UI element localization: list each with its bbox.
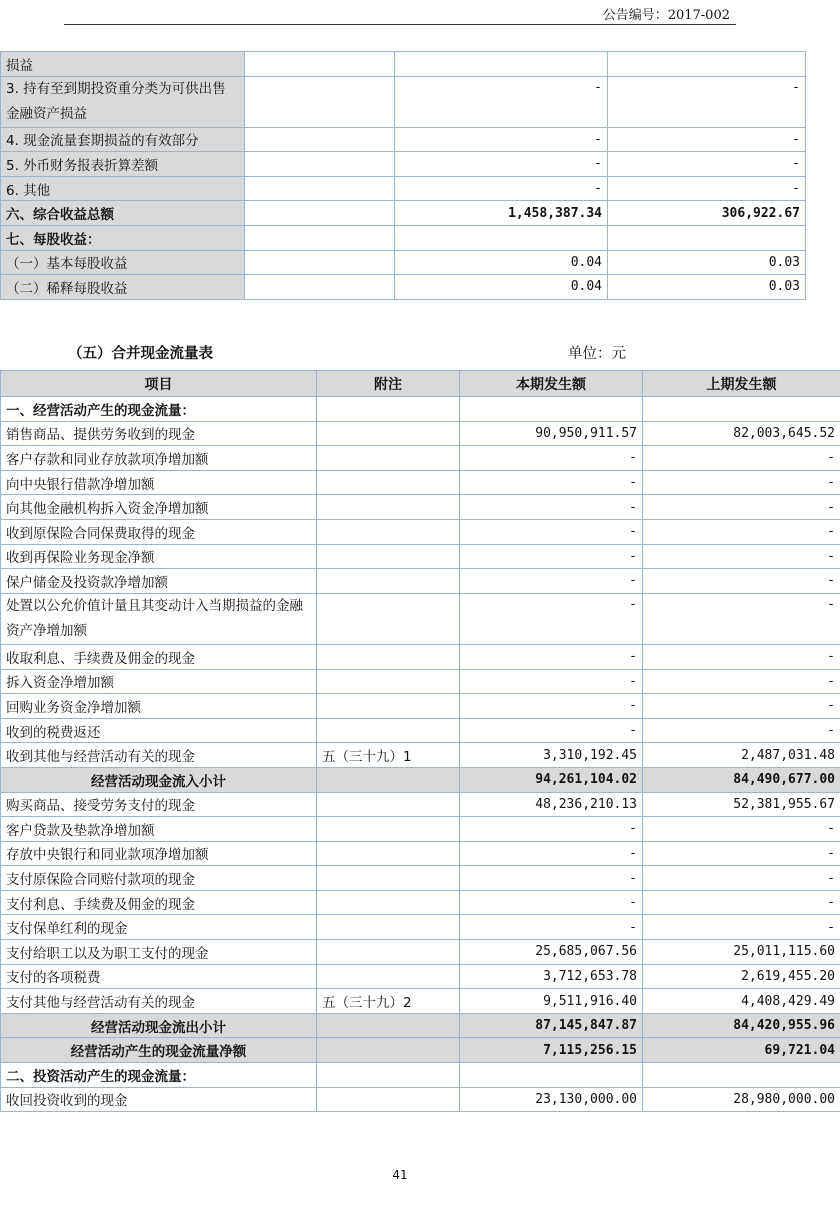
cell-current bbox=[460, 397, 643, 422]
cell-item: 收到其他与经营活动有关的现金 bbox=[1, 743, 317, 768]
income-statement-table-continued bbox=[0, 51, 806, 300]
cell-current: - bbox=[460, 890, 643, 915]
table-row bbox=[1, 250, 806, 275]
cell-current bbox=[395, 52, 608, 77]
table-row bbox=[1, 446, 840, 471]
cell-item: 支付保单红利的现金 bbox=[1, 915, 317, 940]
cell-note bbox=[245, 176, 395, 201]
cell-current: - bbox=[460, 841, 643, 866]
table-header-row bbox=[1, 371, 840, 397]
table-row bbox=[1, 1087, 840, 1112]
cell-previous: 306,922.67 bbox=[608, 201, 806, 226]
cell-previous: - bbox=[643, 817, 840, 842]
cell-item: 支付其他与经营活动有关的现金 bbox=[1, 989, 317, 1014]
cell-previous: 52,381,955.67 bbox=[643, 792, 840, 817]
table-row bbox=[1, 767, 840, 792]
table-row bbox=[1, 718, 840, 743]
cell-item: 销售商品、提供劳务收到的现金 bbox=[1, 421, 317, 446]
cell-note bbox=[317, 495, 460, 520]
cell-current: - bbox=[460, 644, 643, 669]
cell-note bbox=[317, 1038, 460, 1063]
cell-item: 保户储金及投资款净增加额 bbox=[1, 569, 317, 594]
table-row bbox=[1, 76, 806, 127]
cell-previous: 0.03 bbox=[608, 275, 806, 300]
cell-item: 经营活动产生的现金流量净额 bbox=[1, 1038, 317, 1063]
cell-note bbox=[317, 964, 460, 989]
cell-current: - bbox=[395, 127, 608, 152]
table-row bbox=[1, 841, 840, 866]
cell-note bbox=[317, 940, 460, 965]
table-row bbox=[1, 397, 840, 422]
cell-item: 收到的税费返还 bbox=[1, 718, 317, 743]
cell-item: 经营活动现金流入小计 bbox=[1, 767, 317, 792]
cell-note bbox=[317, 470, 460, 495]
cell-note bbox=[317, 1063, 460, 1088]
table-row bbox=[1, 152, 806, 177]
cell-current: 3,310,192.45 bbox=[460, 743, 643, 768]
cell-item: 七、每股收益： bbox=[1, 225, 245, 250]
cell-previous: - bbox=[643, 470, 840, 495]
table-row bbox=[1, 569, 840, 594]
cell-item: 六、综合收益总额 bbox=[1, 201, 245, 226]
cell-note bbox=[317, 792, 460, 817]
header-previous: 上期发生额 bbox=[643, 371, 840, 397]
cell-current: 0.04 bbox=[395, 250, 608, 275]
table-row bbox=[1, 176, 806, 201]
cell-previous: 0.03 bbox=[608, 250, 806, 275]
cell-note bbox=[245, 127, 395, 152]
header-note: 附注 bbox=[317, 371, 460, 397]
cell-note bbox=[317, 519, 460, 544]
cell-current: 25,685,067.56 bbox=[460, 940, 643, 965]
cell-current: - bbox=[460, 915, 643, 940]
table-row bbox=[1, 644, 840, 669]
cell-item: 拆入资金净增加额 bbox=[1, 669, 317, 694]
cell-item: 5. 外币财务报表折算差额 bbox=[1, 152, 245, 177]
table-row bbox=[1, 421, 840, 446]
cash-flow-statement-table bbox=[0, 370, 840, 1112]
cell-current: 7,115,256.15 bbox=[460, 1038, 643, 1063]
cell-item: 支付给职工以及为职工支付的现金 bbox=[1, 940, 317, 965]
cell-previous: - bbox=[643, 544, 840, 569]
cell-current: 48,236,210.13 bbox=[460, 792, 643, 817]
cell-previous: 84,490,677.00 bbox=[643, 767, 840, 792]
cell-item: 客户贷款及垫款净增加额 bbox=[1, 817, 317, 842]
cell-current: - bbox=[460, 495, 643, 520]
cell-item: 回购业务资金净增加额 bbox=[1, 694, 317, 719]
cell-previous bbox=[608, 225, 806, 250]
cell-current: - bbox=[395, 152, 608, 177]
page-number: 41 bbox=[392, 1168, 408, 1182]
cell-current: - bbox=[460, 593, 643, 644]
cell-item: （一）基本每股收益 bbox=[1, 250, 245, 275]
cell-previous: - bbox=[643, 866, 840, 891]
cell-item: 6. 其他 bbox=[1, 176, 245, 201]
cell-current: - bbox=[460, 446, 643, 471]
cell-note bbox=[317, 421, 460, 446]
cell-note bbox=[317, 397, 460, 422]
cell-note: 五（三十九）1 bbox=[317, 743, 460, 768]
cell-note bbox=[245, 225, 395, 250]
table-row bbox=[1, 201, 806, 226]
cell-item: 收回投资收到的现金 bbox=[1, 1087, 317, 1112]
cell-current bbox=[460, 1063, 643, 1088]
cell-previous: 84,420,955.96 bbox=[643, 1013, 840, 1038]
cell-current: 90,950,911.57 bbox=[460, 421, 643, 446]
cell-previous: - bbox=[643, 718, 840, 743]
cell-note bbox=[317, 890, 460, 915]
cell-previous: - bbox=[643, 644, 840, 669]
cell-current: 94,261,104.02 bbox=[460, 767, 643, 792]
cell-previous: - bbox=[643, 694, 840, 719]
table-row bbox=[1, 915, 840, 940]
cell-item: 一、经营活动产生的现金流量： bbox=[1, 397, 317, 422]
cell-note bbox=[317, 1013, 460, 1038]
cell-previous: 28,980,000.00 bbox=[643, 1087, 840, 1112]
cell-note bbox=[317, 718, 460, 743]
cell-note bbox=[245, 275, 395, 300]
cell-note bbox=[245, 201, 395, 226]
page-header bbox=[64, 0, 736, 25]
cell-previous: - bbox=[643, 495, 840, 520]
header-item: 项目 bbox=[1, 371, 317, 397]
cell-item: 收到再保险业务现金净额 bbox=[1, 544, 317, 569]
cell-previous: - bbox=[608, 76, 806, 127]
cell-current: 9,511,916.40 bbox=[460, 989, 643, 1014]
cell-previous bbox=[608, 52, 806, 77]
cell-previous: - bbox=[608, 152, 806, 177]
cell-note bbox=[245, 76, 395, 127]
cell-current: 3,712,653.78 bbox=[460, 964, 643, 989]
cell-note bbox=[317, 593, 460, 644]
table-row bbox=[1, 817, 840, 842]
cell-current: - bbox=[395, 176, 608, 201]
cell-previous: - bbox=[643, 569, 840, 594]
cell-item: 支付原保险合同赔付款项的现金 bbox=[1, 866, 317, 891]
cell-current bbox=[395, 225, 608, 250]
table-row bbox=[1, 470, 840, 495]
cell-item: 经营活动现金流出小计 bbox=[1, 1013, 317, 1038]
table-row bbox=[1, 52, 806, 77]
cell-note bbox=[317, 644, 460, 669]
cell-previous: - bbox=[643, 890, 840, 915]
cell-note bbox=[317, 669, 460, 694]
cell-current: - bbox=[460, 544, 643, 569]
cell-previous: - bbox=[608, 176, 806, 201]
table-row bbox=[1, 1013, 840, 1038]
cell-item: 收取利息、手续费及佣金的现金 bbox=[1, 644, 317, 669]
cell-note bbox=[317, 915, 460, 940]
cell-current: 23,130,000.00 bbox=[460, 1087, 643, 1112]
cell-note bbox=[245, 52, 395, 77]
table-row bbox=[1, 127, 806, 152]
cell-previous: - bbox=[643, 593, 840, 644]
table-row bbox=[1, 225, 806, 250]
cell-previous: 2,487,031.48 bbox=[643, 743, 840, 768]
cell-item: 向中央银行借款净增加额 bbox=[1, 470, 317, 495]
cell-previous: 69,721.04 bbox=[643, 1038, 840, 1063]
cell-note: 五（三十九）2 bbox=[317, 989, 460, 1014]
cell-item: 处置以公允价值计量且其变动计入当期损益的金融资产净增加额 bbox=[1, 593, 317, 644]
cell-current: 0.04 bbox=[395, 275, 608, 300]
cell-current: - bbox=[460, 866, 643, 891]
cell-note bbox=[317, 1087, 460, 1112]
cell-item: 4. 现金流量套期损益的有效部分 bbox=[1, 127, 245, 152]
cell-current: - bbox=[460, 669, 643, 694]
cell-current: 87,145,847.87 bbox=[460, 1013, 643, 1038]
cell-item: （二）稀释每股收益 bbox=[1, 275, 245, 300]
table-row bbox=[1, 593, 840, 644]
table-row bbox=[1, 495, 840, 520]
notice-number: 公告编号：2017-002 bbox=[602, 8, 730, 23]
cell-item: 3. 持有至到期投资重分类为可供出售金融资产损益 bbox=[1, 76, 245, 127]
cell-note bbox=[317, 569, 460, 594]
table-row bbox=[1, 989, 840, 1014]
cell-previous: 2,619,455.20 bbox=[643, 964, 840, 989]
section-title: （五）合并现金流量表 bbox=[68, 346, 213, 362]
cell-item: 支付利息、手续费及佣金的现金 bbox=[1, 890, 317, 915]
cell-item: 存放中央银行和同业款项净增加额 bbox=[1, 841, 317, 866]
cell-item: 支付的各项税费 bbox=[1, 964, 317, 989]
table-row bbox=[1, 866, 840, 891]
cell-note bbox=[317, 694, 460, 719]
cell-previous: - bbox=[643, 915, 840, 940]
cell-current: - bbox=[460, 817, 643, 842]
cell-item: 二、投资活动产生的现金流量： bbox=[1, 1063, 317, 1088]
table-row bbox=[1, 669, 840, 694]
table-row bbox=[1, 519, 840, 544]
table-row bbox=[1, 1063, 840, 1088]
table-row bbox=[1, 1038, 840, 1063]
cell-previous: - bbox=[643, 841, 840, 866]
cell-current: - bbox=[395, 76, 608, 127]
cell-current: - bbox=[460, 694, 643, 719]
table-row bbox=[1, 890, 840, 915]
cell-item: 向其他金融机构拆入资金净增加额 bbox=[1, 495, 317, 520]
table-row bbox=[1, 544, 840, 569]
table-row bbox=[1, 964, 840, 989]
header-current: 本期发生额 bbox=[460, 371, 643, 397]
cell-note bbox=[245, 152, 395, 177]
unit-label: 单位：元 bbox=[568, 346, 626, 362]
table-row bbox=[1, 275, 806, 300]
cell-note bbox=[245, 250, 395, 275]
table-row bbox=[1, 743, 840, 768]
cell-item: 购买商品、接受劳务支付的现金 bbox=[1, 792, 317, 817]
cell-previous bbox=[643, 397, 840, 422]
cell-note bbox=[317, 841, 460, 866]
cell-item: 损益 bbox=[1, 52, 245, 77]
cell-current: - bbox=[460, 569, 643, 594]
cell-note bbox=[317, 817, 460, 842]
cell-note bbox=[317, 767, 460, 792]
cell-note bbox=[317, 866, 460, 891]
cell-item: 收到原保险合同保费取得的现金 bbox=[1, 519, 317, 544]
table-row bbox=[1, 940, 840, 965]
cell-note bbox=[317, 446, 460, 471]
cell-previous: 4,408,429.49 bbox=[643, 989, 840, 1014]
cell-current: - bbox=[460, 718, 643, 743]
cell-current: - bbox=[460, 519, 643, 544]
table-row bbox=[1, 694, 840, 719]
table-row bbox=[1, 792, 840, 817]
cell-current: - bbox=[460, 470, 643, 495]
cell-previous bbox=[643, 1063, 840, 1088]
cell-note bbox=[317, 544, 460, 569]
cell-previous: - bbox=[643, 446, 840, 471]
cell-previous: 25,011,115.60 bbox=[643, 940, 840, 965]
cell-previous: - bbox=[643, 669, 840, 694]
cell-current: 1,458,387.34 bbox=[395, 201, 608, 226]
cell-previous: - bbox=[608, 127, 806, 152]
cell-previous: - bbox=[643, 519, 840, 544]
cell-item: 客户存款和同业存放款项净增加额 bbox=[1, 446, 317, 471]
cell-previous: 82,003,645.52 bbox=[643, 421, 840, 446]
